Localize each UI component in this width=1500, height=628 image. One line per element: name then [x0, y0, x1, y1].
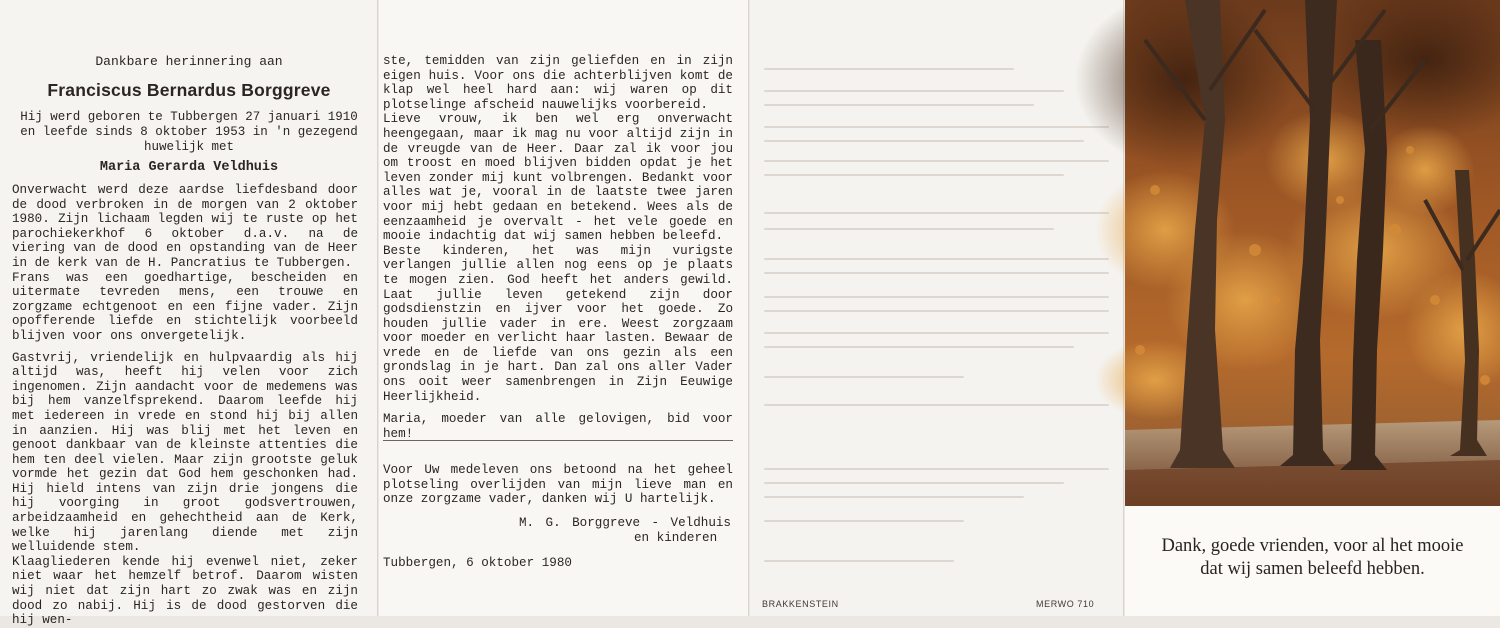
show-through-line [764, 68, 1014, 70]
show-through-line [764, 296, 1109, 298]
verse-line: dat wij samen beleefd hebben. [1200, 559, 1425, 579]
birth-marriage-text [14, 110, 364, 155]
farewell-text [383, 54, 733, 441]
farewell-paragraph: Lieve vrouw, ik ben wel erg onverwacht heengegaan, maar ik mag nu voor altijd zijn in de vreugde van de Heer. Daar zal ik voor jou om troost en moed blijven bidden opdat je het leven zonder mij kunt volbrengen. Bedankt voor alles wat je, vooral in de laatste twee jaren voor mij hebt gedaan en betekend. Wees als de eenzaamheid je overvalt - het vele goede en mooie indachtig dat wij samen hebben beleefd. [383, 112, 733, 244]
card-panel-back [750, 0, 1124, 616]
show-through-line [764, 126, 1109, 128]
biography-paragraph: Onverwacht werd deze aardse liefdesband door de dood verbroken in de morgen van 2 oktober 1980. Zijn lichaam legden wij te ruste op het parochiekerkhof 6 oktober d.a.v. na de viering van de dood en opstanding van de Heer in de kerk van de H. Pancratius te Tubbergen. [12, 183, 358, 270]
show-through-line [764, 272, 1109, 274]
card-panel-photo [1125, 0, 1500, 616]
show-through-line [764, 174, 1064, 176]
show-through-line [764, 468, 1109, 470]
spouse-name: Maria Gerarda Veldhuis [99, 160, 279, 175]
show-through-line [764, 332, 1109, 334]
show-through-line [764, 520, 964, 522]
show-through-line [764, 228, 1054, 230]
farewell-paragraph: ste, temidden van zijn geliefden en in zijn eigen huis. Voor ons die achterblijven komt de klap wel heel hard aan: wij waren op dit plotselinge afscheid nauwelijks voorbereid. [383, 54, 733, 112]
printer-name: BRAKKENSTEIN [762, 599, 839, 609]
signature-family: en kinderen [634, 531, 718, 545]
card-panel-inner-text [379, 0, 749, 616]
print-code: MERWO 710 [1036, 599, 1095, 609]
show-through-line [764, 404, 1109, 406]
birth-line-3: huwelijk met [143, 140, 234, 154]
birth-line-2: en leefde sinds 8 oktober 1953 in 'n gezegend [20, 125, 358, 139]
prayer-line: Maria, moeder van alle gelovigen, bid voor hem! [383, 412, 733, 441]
show-through-line [764, 104, 1034, 106]
show-through-line [764, 376, 964, 378]
show-through-line [764, 212, 1109, 214]
verse-line: Dank, goede vrienden, voor al het mooie [1161, 536, 1464, 556]
biography-paragraph: Frans was een goedhartige, bescheiden en uitermate tevreden mens, een trouwe en zorgzame echtgenoot en een fijne vader. Zijn opofferende liefde en stichtelijk voorbeeld blijven voor ons onvergetelijk. [12, 270, 358, 343]
biography-paragraph: Klaagliederen kende hij evenwel niet, zeker niet waar het hemzelf betrof. Daarom wisten wij niet dat zijn hart zo zwak was en zijn dood zo nabij. Hij is de dood gestorven die hij wen- [12, 554, 358, 628]
show-through-line [764, 346, 1074, 348]
farewell-paragraph: Beste kinderen, het was mijn vurigste verlangen jullie allen nog eens op je plaats te mogen zien. God heeft het anders gewild. Laat jullie leven getekend zijn door godsdienstzin en ijver voor het goede. Zo houden jullie vader in ere. Weest zorgzaam voor moeder en verlicht haar lasten. Bewaar de vrede en de liefde van ons gezin als een grondslag in je hart. Dan zal ons aller Vader ons ooit weer samenbrengen in Zijn Eeuwige Heerlijkheid. [383, 243, 733, 404]
birth-line-1: Hij werd geboren te Tubbergen 27 januari 1910 [20, 110, 358, 124]
show-through-line [764, 496, 1024, 498]
place-date: Tubbergen, 6 oktober 1980 [383, 556, 572, 570]
show-through-line [764, 140, 1084, 142]
deceased-name: Franciscus Bernardus Borggreve [47, 80, 331, 100]
show-through-line [764, 482, 1064, 484]
show-through-line [764, 310, 1109, 312]
signature-name: M. G. Borggreve - Veldhuis [519, 516, 731, 530]
show-through-line [764, 560, 954, 562]
autumn-forest-photo [1125, 0, 1500, 506]
show-through-line [764, 258, 1109, 260]
show-through-line [764, 160, 1109, 162]
card-panel-front-text [0, 0, 378, 628]
biography-paragraph: Gastvrij, vriendelijk en hulpvaardig als hij altijd was, heeft hij velen voor zich ingenomen. Zijn aandacht voor de medemens was bij hem vanzelfsprekend. Daarom leefde hij met iedereen in vrede en stond hij bij allen in aanzien. Hij was blij met het leven en genoot dankbaar van de kleinste attenties die hem ten deel vielen. Maar zijn grootste geluk vormde het gezin dat God hem geschonken had. Hij hield intens van zijn drie jongens die hij voorging in groot godsvertrouwen, arbeidzaamheid en gehechtheid aan de Kerk, welke hij jarenlang diende met zijn welluidende stem. [12, 350, 358, 555]
show-through-line [764, 90, 1064, 92]
signature-block [519, 516, 731, 546]
biography-text [12, 183, 358, 628]
section-divider [383, 440, 733, 441]
intro-line: Dankbare herinnering aan [95, 54, 283, 69]
thanks-verse [1125, 535, 1500, 581]
thanks-text: Voor Uw medeleven ons betoond na het geheel plotseling overlijden van mijn lieve man en onze zorgzame vader, danken wij U hartelijk. [383, 463, 733, 507]
